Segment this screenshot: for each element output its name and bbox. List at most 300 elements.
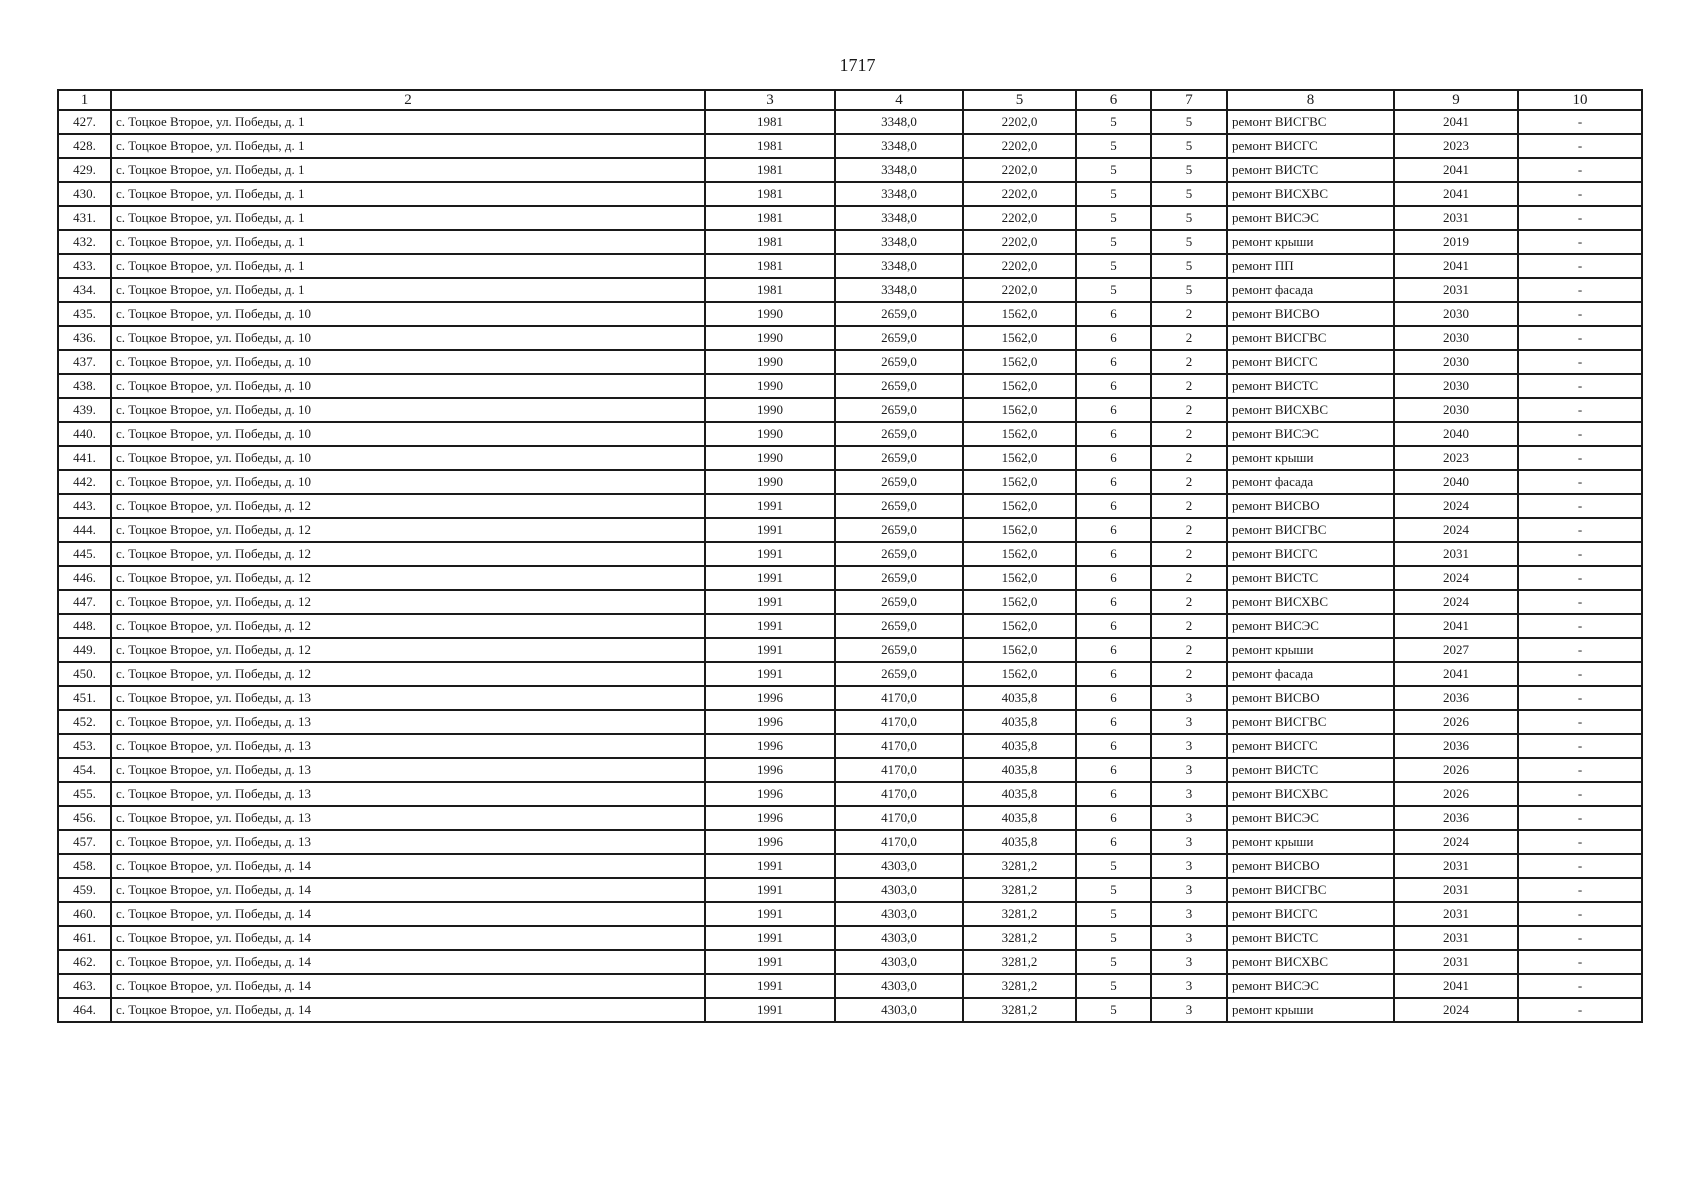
table-row: [58, 182, 1642, 206]
living-area-cell: 1562,0: [963, 518, 1076, 542]
entrances-cell: 3: [1151, 686, 1227, 710]
row-number-cell: 429.: [58, 158, 111, 182]
planned-year-cell: 2040: [1394, 422, 1518, 446]
row-number-cell: 450.: [58, 662, 111, 686]
living-area-cell: 2202,0: [963, 278, 1076, 302]
floors-cell: 6: [1076, 326, 1151, 350]
table-row: [58, 230, 1642, 254]
table-row: [58, 926, 1642, 950]
table-body: [58, 110, 1642, 1022]
table-row: [58, 854, 1642, 878]
note-cell: -: [1518, 398, 1642, 422]
planned-year-cell: 2023: [1394, 446, 1518, 470]
row-number-cell: 463.: [58, 974, 111, 998]
entrances-cell: 3: [1151, 878, 1227, 902]
entrances-cell: 5: [1151, 134, 1227, 158]
year-cell: 1990: [705, 470, 835, 494]
living-area-cell: 1562,0: [963, 590, 1076, 614]
row-number-cell: 441.: [58, 446, 111, 470]
row-number-cell: 435.: [58, 302, 111, 326]
floors-cell: 6: [1076, 422, 1151, 446]
planned-year-cell: 2041: [1394, 614, 1518, 638]
work-type-cell: ремонт ПП: [1227, 254, 1394, 278]
row-number-cell: 453.: [58, 734, 111, 758]
total-area-cell: 2659,0: [835, 374, 963, 398]
entrances-cell: 3: [1151, 710, 1227, 734]
table-row: [58, 134, 1642, 158]
floors-cell: 5: [1076, 950, 1151, 974]
address-cell: с. Тоцкое Второе, ул. Победы, д. 10: [111, 302, 705, 326]
planned-year-cell: 2041: [1394, 662, 1518, 686]
total-area-cell: 2659,0: [835, 542, 963, 566]
address-cell: с. Тоцкое Второе, ул. Победы, д. 12: [111, 638, 705, 662]
floors-cell: 6: [1076, 542, 1151, 566]
address-cell: с. Тоцкое Второе, ул. Победы, д. 14: [111, 950, 705, 974]
planned-year-cell: 2024: [1394, 590, 1518, 614]
row-number-cell: 448.: [58, 614, 111, 638]
work-type-cell: ремонт ВИСТС: [1227, 566, 1394, 590]
year-cell: 1996: [705, 758, 835, 782]
address-cell: с. Тоцкое Второе, ул. Победы, д. 1: [111, 182, 705, 206]
table-row: [58, 806, 1642, 830]
address-cell: с. Тоцкое Второе, ул. Победы, д. 14: [111, 998, 705, 1022]
floors-cell: 6: [1076, 782, 1151, 806]
floors-cell: 6: [1076, 350, 1151, 374]
address-cell: с. Тоцкое Второе, ул. Победы, д. 12: [111, 590, 705, 614]
planned-year-cell: 2026: [1394, 710, 1518, 734]
floors-cell: 6: [1076, 518, 1151, 542]
table-row: [58, 110, 1642, 134]
entrances-cell: 3: [1151, 734, 1227, 758]
note-cell: -: [1518, 734, 1642, 758]
total-area-cell: 2659,0: [835, 518, 963, 542]
planned-year-cell: 2026: [1394, 782, 1518, 806]
year-cell: 1996: [705, 830, 835, 854]
work-type-cell: ремонт ВИСВО: [1227, 686, 1394, 710]
entrances-cell: 2: [1151, 350, 1227, 374]
note-cell: -: [1518, 350, 1642, 374]
living-area-cell: 3281,2: [963, 878, 1076, 902]
row-number-cell: 439.: [58, 398, 111, 422]
total-area-cell: 4303,0: [835, 950, 963, 974]
living-area-cell: 4035,8: [963, 782, 1076, 806]
address-cell: с. Тоцкое Второе, ул. Победы, д. 1: [111, 158, 705, 182]
table-row: [58, 566, 1642, 590]
year-cell: 1990: [705, 446, 835, 470]
year-cell: 1981: [705, 254, 835, 278]
planned-year-cell: 2036: [1394, 686, 1518, 710]
work-type-cell: ремонт ВИСГВС: [1227, 878, 1394, 902]
table-row: [58, 302, 1642, 326]
entrances-cell: 2: [1151, 326, 1227, 350]
planned-year-cell: 2031: [1394, 542, 1518, 566]
year-cell: 1991: [705, 902, 835, 926]
year-cell: 1981: [705, 206, 835, 230]
table-row: [58, 734, 1642, 758]
year-cell: 1991: [705, 494, 835, 518]
entrances-cell: 3: [1151, 782, 1227, 806]
total-area-cell: 2659,0: [835, 350, 963, 374]
entrances-cell: 3: [1151, 926, 1227, 950]
planned-year-cell: 2024: [1394, 998, 1518, 1022]
address-cell: с. Тоцкое Второе, ул. Победы, д. 10: [111, 398, 705, 422]
planned-year-cell: 2030: [1394, 398, 1518, 422]
entrances-cell: 2: [1151, 590, 1227, 614]
total-area-cell: 2659,0: [835, 662, 963, 686]
work-type-cell: ремонт ВИСЭС: [1227, 422, 1394, 446]
address-cell: с. Тоцкое Второе, ул. Победы, д. 14: [111, 974, 705, 998]
living-area-cell: 2202,0: [963, 230, 1076, 254]
table-row: [58, 254, 1642, 278]
note-cell: -: [1518, 614, 1642, 638]
note-cell: -: [1518, 590, 1642, 614]
year-cell: 1991: [705, 878, 835, 902]
work-type-cell: ремонт крыши: [1227, 446, 1394, 470]
total-area-cell: 2659,0: [835, 398, 963, 422]
living-area-cell: 1562,0: [963, 374, 1076, 398]
table-row: [58, 398, 1642, 422]
table-row: [58, 662, 1642, 686]
work-type-cell: ремонт ВИСХВС: [1227, 182, 1394, 206]
year-cell: 1991: [705, 950, 835, 974]
row-number-cell: 458.: [58, 854, 111, 878]
floors-cell: 6: [1076, 662, 1151, 686]
table-row: [58, 830, 1642, 854]
floors-cell: 6: [1076, 494, 1151, 518]
planned-year-cell: 2031: [1394, 926, 1518, 950]
row-number-cell: 451.: [58, 686, 111, 710]
year-cell: 1991: [705, 638, 835, 662]
year-cell: 1991: [705, 926, 835, 950]
work-type-cell: ремонт ВИСГС: [1227, 542, 1394, 566]
row-number-cell: 428.: [58, 134, 111, 158]
floors-cell: 5: [1076, 230, 1151, 254]
planned-year-cell: 2030: [1394, 326, 1518, 350]
note-cell: -: [1518, 302, 1642, 326]
note-cell: -: [1518, 710, 1642, 734]
note-cell: -: [1518, 878, 1642, 902]
floors-cell: 6: [1076, 614, 1151, 638]
year-cell: 1981: [705, 110, 835, 134]
entrances-cell: 3: [1151, 758, 1227, 782]
floors-cell: 5: [1076, 254, 1151, 278]
note-cell: -: [1518, 374, 1642, 398]
entrances-cell: 5: [1151, 206, 1227, 230]
living-area-cell: 1562,0: [963, 542, 1076, 566]
column-header-8: 8: [1227, 90, 1394, 110]
total-area-cell: 4303,0: [835, 902, 963, 926]
row-number-cell: 442.: [58, 470, 111, 494]
floors-cell: 6: [1076, 302, 1151, 326]
entrances-cell: 5: [1151, 182, 1227, 206]
work-type-cell: ремонт ВИСВО: [1227, 494, 1394, 518]
note-cell: -: [1518, 542, 1642, 566]
floors-cell: 5: [1076, 878, 1151, 902]
table-row: [58, 998, 1642, 1022]
living-area-cell: 3281,2: [963, 950, 1076, 974]
address-cell: с. Тоцкое Второе, ул. Победы, д. 10: [111, 350, 705, 374]
planned-year-cell: 2031: [1394, 950, 1518, 974]
year-cell: 1990: [705, 422, 835, 446]
floors-cell: 6: [1076, 758, 1151, 782]
planned-year-cell: 2036: [1394, 806, 1518, 830]
note-cell: -: [1518, 518, 1642, 542]
total-area-cell: 2659,0: [835, 614, 963, 638]
year-cell: 1990: [705, 350, 835, 374]
address-cell: с. Тоцкое Второе, ул. Победы, д. 12: [111, 614, 705, 638]
living-area-cell: 3281,2: [963, 998, 1076, 1022]
table-row: [58, 758, 1642, 782]
work-type-cell: ремонт ВИСГС: [1227, 350, 1394, 374]
living-area-cell: 1562,0: [963, 326, 1076, 350]
entrances-cell: 5: [1151, 158, 1227, 182]
entrances-cell: 3: [1151, 950, 1227, 974]
entrances-cell: 2: [1151, 566, 1227, 590]
living-area-cell: 4035,8: [963, 710, 1076, 734]
work-type-cell: ремонт ВИСТС: [1227, 758, 1394, 782]
entrances-cell: 2: [1151, 302, 1227, 326]
year-cell: 1991: [705, 542, 835, 566]
year-cell: 1991: [705, 614, 835, 638]
address-cell: с. Тоцкое Второе, ул. Победы, д. 1: [111, 206, 705, 230]
total-area-cell: 4170,0: [835, 830, 963, 854]
total-area-cell: 4170,0: [835, 806, 963, 830]
table-row: [58, 710, 1642, 734]
address-cell: с. Тоцкое Второе, ул. Победы, д. 10: [111, 374, 705, 398]
entrances-cell: 5: [1151, 254, 1227, 278]
note-cell: -: [1518, 950, 1642, 974]
address-cell: с. Тоцкое Второе, ул. Победы, д. 10: [111, 326, 705, 350]
column-header-6: 6: [1076, 90, 1151, 110]
note-cell: -: [1518, 758, 1642, 782]
planned-year-cell: 2036: [1394, 734, 1518, 758]
living-area-cell: 2202,0: [963, 254, 1076, 278]
year-cell: 1996: [705, 710, 835, 734]
living-area-cell: 1562,0: [963, 662, 1076, 686]
note-cell: -: [1518, 902, 1642, 926]
living-area-cell: 1562,0: [963, 422, 1076, 446]
entrances-cell: 2: [1151, 518, 1227, 542]
year-cell: 1990: [705, 374, 835, 398]
address-cell: с. Тоцкое Второе, ул. Победы, д. 1: [111, 110, 705, 134]
entrances-cell: 3: [1151, 854, 1227, 878]
living-area-cell: 1562,0: [963, 470, 1076, 494]
floors-cell: 6: [1076, 398, 1151, 422]
note-cell: -: [1518, 470, 1642, 494]
entrances-cell: 2: [1151, 638, 1227, 662]
living-area-cell: 3281,2: [963, 854, 1076, 878]
work-type-cell: ремонт фасада: [1227, 662, 1394, 686]
floors-cell: 5: [1076, 182, 1151, 206]
column-header-1: 1: [58, 90, 111, 110]
row-number-cell: 454.: [58, 758, 111, 782]
address-cell: с. Тоцкое Второе, ул. Победы, д. 13: [111, 758, 705, 782]
total-area-cell: 2659,0: [835, 302, 963, 326]
row-number-cell: 436.: [58, 326, 111, 350]
row-number-cell: 434.: [58, 278, 111, 302]
row-number-cell: 449.: [58, 638, 111, 662]
living-area-cell: 2202,0: [963, 134, 1076, 158]
row-number-cell: 462.: [58, 950, 111, 974]
address-cell: с. Тоцкое Второе, ул. Победы, д. 12: [111, 566, 705, 590]
floors-cell: 6: [1076, 734, 1151, 758]
table-row: [58, 422, 1642, 446]
address-cell: с. Тоцкое Второе, ул. Победы, д. 12: [111, 494, 705, 518]
living-area-cell: 3281,2: [963, 974, 1076, 998]
note-cell: -: [1518, 254, 1642, 278]
address-cell: с. Тоцкое Второе, ул. Победы, д. 12: [111, 518, 705, 542]
total-area-cell: 2659,0: [835, 590, 963, 614]
planned-year-cell: 2030: [1394, 302, 1518, 326]
row-number-cell: 455.: [58, 782, 111, 806]
floors-cell: 5: [1076, 110, 1151, 134]
note-cell: -: [1518, 422, 1642, 446]
planned-year-cell: 2024: [1394, 830, 1518, 854]
total-area-cell: 2659,0: [835, 446, 963, 470]
row-number-cell: 437.: [58, 350, 111, 374]
address-cell: с. Тоцкое Второе, ул. Победы, д. 13: [111, 710, 705, 734]
work-type-cell: ремонт крыши: [1227, 830, 1394, 854]
row-number-cell: 460.: [58, 902, 111, 926]
planned-year-cell: 2024: [1394, 566, 1518, 590]
entrances-cell: 2: [1151, 374, 1227, 398]
note-cell: -: [1518, 494, 1642, 518]
living-area-cell: 4035,8: [963, 806, 1076, 830]
floors-cell: 6: [1076, 830, 1151, 854]
work-type-cell: ремонт крыши: [1227, 998, 1394, 1022]
entrances-cell: 3: [1151, 974, 1227, 998]
entrances-cell: 2: [1151, 542, 1227, 566]
year-cell: 1991: [705, 854, 835, 878]
row-number-cell: 464.: [58, 998, 111, 1022]
floors-cell: 6: [1076, 806, 1151, 830]
address-cell: с. Тоцкое Второе, ул. Победы, д. 13: [111, 830, 705, 854]
year-cell: 1981: [705, 182, 835, 206]
address-cell: с. Тоцкое Второе, ул. Победы, д. 13: [111, 806, 705, 830]
total-area-cell: 3348,0: [835, 182, 963, 206]
note-cell: -: [1518, 926, 1642, 950]
table-row: [58, 542, 1642, 566]
note-cell: -: [1518, 998, 1642, 1022]
entrances-cell: 3: [1151, 902, 1227, 926]
note-cell: -: [1518, 278, 1642, 302]
row-number-cell: 431.: [58, 206, 111, 230]
note-cell: -: [1518, 110, 1642, 134]
table-row: [58, 518, 1642, 542]
living-area-cell: 3281,2: [963, 902, 1076, 926]
living-area-cell: 1562,0: [963, 494, 1076, 518]
total-area-cell: 3348,0: [835, 158, 963, 182]
entrances-cell: 3: [1151, 830, 1227, 854]
floors-cell: 6: [1076, 566, 1151, 590]
floors-cell: 5: [1076, 926, 1151, 950]
entrances-cell: 2: [1151, 422, 1227, 446]
address-cell: с. Тоцкое Второе, ул. Победы, д. 1: [111, 254, 705, 278]
row-number-cell: 447.: [58, 590, 111, 614]
planned-year-cell: 2030: [1394, 350, 1518, 374]
planned-year-cell: 2030: [1394, 374, 1518, 398]
table-row: [58, 206, 1642, 230]
note-cell: -: [1518, 830, 1642, 854]
floors-cell: 5: [1076, 278, 1151, 302]
address-cell: с. Тоцкое Второе, ул. Победы, д. 1: [111, 230, 705, 254]
row-number-cell: 452.: [58, 710, 111, 734]
work-type-cell: ремонт ВИСГВС: [1227, 518, 1394, 542]
planned-year-cell: 2031: [1394, 278, 1518, 302]
living-area-cell: 1562,0: [963, 302, 1076, 326]
row-number-cell: 438.: [58, 374, 111, 398]
table-row: [58, 950, 1642, 974]
work-type-cell: ремонт крыши: [1227, 638, 1394, 662]
row-number-cell: 430.: [58, 182, 111, 206]
total-area-cell: 2659,0: [835, 326, 963, 350]
floors-cell: 5: [1076, 902, 1151, 926]
row-number-cell: 432.: [58, 230, 111, 254]
row-number-cell: 459.: [58, 878, 111, 902]
work-type-cell: ремонт ВИСВО: [1227, 302, 1394, 326]
work-type-cell: ремонт ВИСГВС: [1227, 326, 1394, 350]
row-number-cell: 444.: [58, 518, 111, 542]
planned-year-cell: 2031: [1394, 206, 1518, 230]
entrances-cell: 5: [1151, 230, 1227, 254]
year-cell: 1996: [705, 734, 835, 758]
floors-cell: 6: [1076, 590, 1151, 614]
table-row: [58, 470, 1642, 494]
work-type-cell: ремонт ВИСЭС: [1227, 806, 1394, 830]
note-cell: -: [1518, 446, 1642, 470]
planned-year-cell: 2041: [1394, 182, 1518, 206]
note-cell: -: [1518, 326, 1642, 350]
planned-year-cell: 2031: [1394, 854, 1518, 878]
floors-cell: 5: [1076, 854, 1151, 878]
registry-table: [57, 89, 1643, 1023]
address-cell: с. Тоцкое Второе, ул. Победы, д. 14: [111, 878, 705, 902]
floors-cell: 5: [1076, 134, 1151, 158]
year-cell: 1991: [705, 566, 835, 590]
living-area-cell: 2202,0: [963, 182, 1076, 206]
address-cell: с. Тоцкое Второе, ул. Победы, д. 13: [111, 734, 705, 758]
table-row: [58, 614, 1642, 638]
work-type-cell: ремонт ВИСЭС: [1227, 206, 1394, 230]
entrances-cell: 2: [1151, 494, 1227, 518]
address-cell: с. Тоцкое Второе, ул. Победы, д. 14: [111, 902, 705, 926]
year-cell: 1981: [705, 230, 835, 254]
table-row: [58, 686, 1642, 710]
total-area-cell: 3348,0: [835, 230, 963, 254]
work-type-cell: ремонт ВИСГВС: [1227, 710, 1394, 734]
total-area-cell: 3348,0: [835, 206, 963, 230]
total-area-cell: 2659,0: [835, 494, 963, 518]
entrances-cell: 2: [1151, 398, 1227, 422]
total-area-cell: 4170,0: [835, 734, 963, 758]
table-row: [58, 446, 1642, 470]
address-cell: с. Тоцкое Второе, ул. Победы, д. 13: [111, 686, 705, 710]
year-cell: 1990: [705, 326, 835, 350]
planned-year-cell: 2041: [1394, 974, 1518, 998]
note-cell: -: [1518, 182, 1642, 206]
address-cell: с. Тоцкое Второе, ул. Победы, д. 10: [111, 446, 705, 470]
note-cell: -: [1518, 662, 1642, 686]
living-area-cell: 2202,0: [963, 110, 1076, 134]
living-area-cell: 4035,8: [963, 758, 1076, 782]
year-cell: 1991: [705, 518, 835, 542]
address-cell: с. Тоцкое Второе, ул. Победы, д. 13: [111, 782, 705, 806]
column-header-7: 7: [1151, 90, 1227, 110]
total-area-cell: 2659,0: [835, 638, 963, 662]
year-cell: 1991: [705, 998, 835, 1022]
living-area-cell: 1562,0: [963, 350, 1076, 374]
entrances-cell: 2: [1151, 614, 1227, 638]
